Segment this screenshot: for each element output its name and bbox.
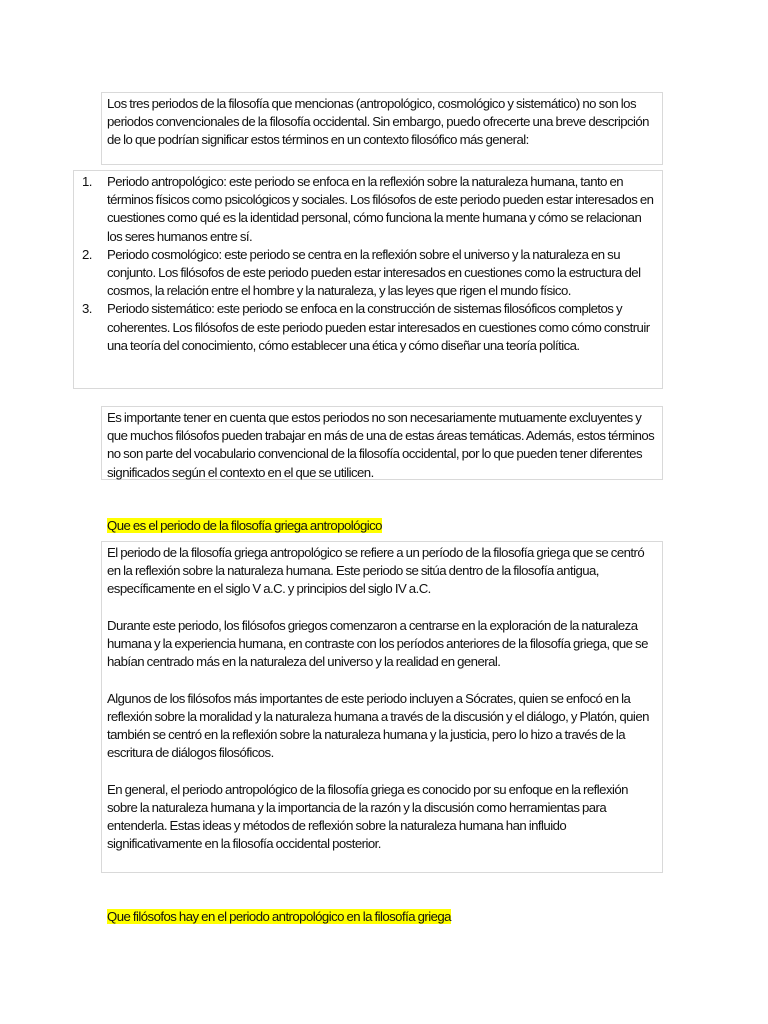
section-body-box bbox=[101, 541, 663, 873]
list-item-number: 3. bbox=[82, 301, 92, 317]
list-item-number: 1. bbox=[82, 174, 92, 189]
periods-list bbox=[74, 173, 656, 355]
highlighted-heading-text: Que filósofos hay en el periodo antropológico en la filosofía griega bbox=[107, 909, 451, 924]
body-paragraph: El periodo de la filosofía griega antropológico se refiere a un período de la filosofía griega que se centró en la reflexión sobre la naturaleza humana. Este periodo se sitúa dentro de la filosofía antigua, específicamente en el siglo V a.C. y principios del siglo IV a.C. bbox=[107, 545, 645, 597]
periods-list-box bbox=[73, 170, 663, 389]
body-paragraph: Durante este periodo, los filósofos griegos comenzaron a centrarse en la exploración de la naturaleza humana y la experiencia humana, en contraste con los períodos anteriores de la filosofía griega, que se habían centrado más en la naturaleza del universo y la realidad en general. bbox=[107, 617, 648, 670]
list-item bbox=[74, 173, 656, 246]
body-paragraph: Algunos de los filósofos más importantes de este periodo incluyen a Sócrates, quien se enfocó en la reflexión sobre la moralidad y la naturaleza humana a través de la discusión y el diálogo, y Platón, quien también se centró en la reflexión sobre la naturaleza humana y la justicia, pero lo hizo a través de la escritura de diálogos filosóficos. bbox=[107, 690, 649, 761]
list-item bbox=[74, 300, 656, 355]
note-paragraph: Es importante tener en cuenta que estos periodos no son necesariamente mutuamente excluyentes y que muchos filósofos pueden trabajar en más de una de estas áreas temáticas. Además, estos términos no son parte del vocabulario convencional de la filosofía occidental, por lo que pueden tener diferentes significados según el contexto en el que se utilicen. bbox=[107, 410, 655, 480]
list-item-number: 2. bbox=[82, 246, 92, 262]
list-item-text: Periodo cosmológico: este periodo se centra en la reflexión sobre el universo y la naturaleza en su conjunto. Los filósofos de este periodo pueden estar interesados en cuestiones como la estructura del cosmos, la relación entre el hombre y la naturaleza, y las leyes que rigen el mundo físico. bbox=[107, 246, 641, 299]
note-text-box bbox=[101, 406, 663, 480]
intro-paragraph: Los tres periodos de la filosofía que mencionas (antropológico, cosmológico y sistemático) no son los periodos convencionales de la filosofía occidental. Sin embargo, puedo ofrecerte una breve descripción de lo que podrían significar estos términos en un contexto filosófico más general: bbox=[107, 96, 649, 148]
intro-text-box bbox=[101, 92, 663, 165]
list-item-text: Periodo antropológico: este periodo se enfoca en la reflexión sobre la naturaleza humana, tanto en términos físicos como psicológicos y sociales. Los filósofos de este periodo pueden estar interesados en cuestiones como qué es la identidad personal, cómo funciona la mente humana y cómo se relacionan los seres humanos entre sí. bbox=[107, 174, 654, 244]
section-heading-filosofos bbox=[107, 908, 451, 926]
list-item-text: Periodo sistemático: este periodo se enfoca en la construcción de sistemas filosóficos completos y coherentes. Los filósofos de este periodo pueden estar interesados en cuestiones como cómo construir una teoría del conocimiento, cómo establecer una ética y cómo diseñar una teoría política. bbox=[107, 301, 650, 353]
body-paragraph: En general, el periodo antropológico de la filosofía griega es conocido por su enfoque en la reflexión sobre la naturaleza humana y la importancia de la razón y la discusión como herramientas para entenderla. Estas ideas y métodos de reflexión sobre la naturaleza humana han influido significativamente en la filosofía occidental posterior. bbox=[107, 781, 628, 852]
highlighted-heading-text: Que es el periodo de la filosofía griega antropológico bbox=[107, 518, 382, 533]
list-item bbox=[74, 246, 656, 301]
section-heading-antropologico bbox=[107, 517, 382, 535]
